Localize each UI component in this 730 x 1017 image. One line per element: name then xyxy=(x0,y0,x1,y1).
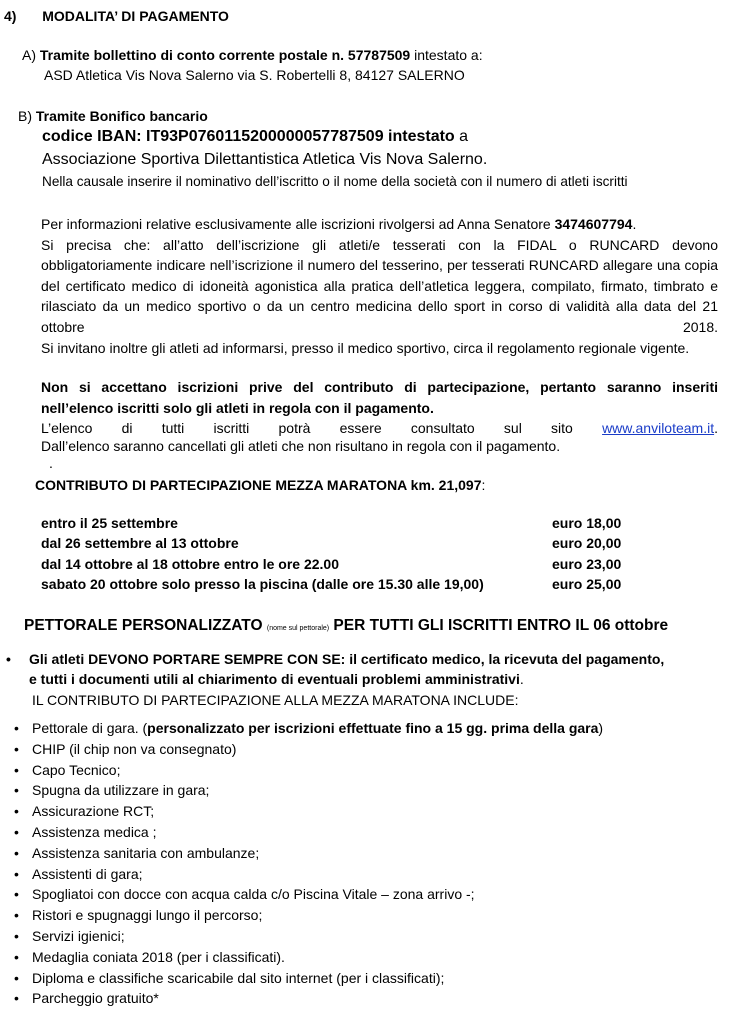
list-info-text: L’elenco di tutti iscritti potrà essere consultato sul sito xyxy=(41,420,603,436)
fees-heading xyxy=(35,477,485,493)
section-title: MODALITA’ DI PAGAMENTO xyxy=(42,8,229,24)
stray-dot: . xyxy=(49,455,53,471)
list-item xyxy=(14,886,603,907)
list-info-line xyxy=(41,418,718,439)
list-item xyxy=(14,762,603,783)
bullet: • xyxy=(14,803,19,820)
bib-rest: PER TUTTI GLI ISCRITTI ENTRO IL 06 ottobre xyxy=(329,617,669,634)
section-heading xyxy=(4,8,229,24)
bullet: • xyxy=(14,740,19,757)
bullet: • xyxy=(14,907,19,924)
list-info xyxy=(41,418,718,439)
list-item xyxy=(14,970,603,991)
iban-rest: a xyxy=(454,128,469,145)
list-item xyxy=(14,866,603,887)
includes-heading: IL CONTRIBUTO DI PARTECIPAZIONE ALLA MEZZA MARATONA INCLUDE: xyxy=(32,692,519,708)
option-a xyxy=(22,47,483,63)
info-contact-end: . xyxy=(632,216,637,232)
bring-line-2-text: e tutti i documenti utili al chiarimento di eventuali problemi amministrativi xyxy=(29,671,520,687)
iban-code: codice IBAN: IT93P0760115200000057787509 intestato xyxy=(42,128,455,145)
list-item xyxy=(14,741,603,762)
list-info-end: . xyxy=(714,420,718,436)
item-text: CHIP (il chip non va consegnato) xyxy=(32,740,237,757)
list-item xyxy=(14,907,603,928)
causale-note: Nella causale inserire il nominativo dell’iscritto o il nome della società con il numero di atleti iscritti xyxy=(42,174,628,189)
bullet: • xyxy=(14,823,19,840)
item-text: Pettorale di gara. ( xyxy=(32,720,148,736)
item-text: Spugna da utilizzare in gara; xyxy=(32,782,210,799)
fee-period: dal 14 ottobre al 18 ottobre entro le ore 22.00 xyxy=(41,556,339,572)
info-regulation: Si invitano inoltre gli atleti ad informarsi, presso il medico sportivo, circa il regolamento regionale vigente. xyxy=(41,339,690,356)
info-runcard: Si precisa che: all’atto dell’iscrizione gli atleti/e tesserati con la FIDAL o RUNCARD devono obbligatoriamente indicare nell’iscrizione il numero del tesserino, per tesserati RUNCARD allegare una copia del certificato medico di idoneità agonistica alla pratica dell’atletica leggera, compilato, firmato, timbrato e rilasciato da un medico sportivo o da un centro medicina dello sport in corso di validità alla data del 21 ottobre 2018. xyxy=(41,236,718,335)
iban-line xyxy=(42,128,468,146)
fees-heading-end: : xyxy=(481,477,486,493)
option-a-letter: A) xyxy=(22,47,36,63)
item-text: Parcheggio gratuito* xyxy=(32,990,159,1007)
fee-amount: euro 25,00 xyxy=(552,576,622,592)
fee-period: entro il 25 settembre xyxy=(41,515,178,531)
bullet: • xyxy=(14,969,19,986)
removal-note: Dall’elenco saranno cancellati gli atleti che non risultano in regola con il pagamento. xyxy=(41,438,561,454)
includes-list xyxy=(14,720,603,1011)
bullet: • xyxy=(14,720,19,736)
list-item xyxy=(14,803,603,824)
fee-period: dal 26 settembre al 13 ottobre xyxy=(41,535,239,551)
item-text: Assicurazione RCT; xyxy=(32,803,155,820)
account-holder: Associazione Sportiva Dilettantistica Atletica Vis Nova Salerno. xyxy=(42,151,488,168)
bullet: • xyxy=(14,927,19,944)
website-link[interactable]: www.anviloteam.it xyxy=(602,420,715,436)
item-text: Assistenti di gara; xyxy=(32,865,143,882)
option-b-heading xyxy=(18,108,208,124)
bib-heading xyxy=(24,617,668,635)
contact-phone: 3474607794 xyxy=(554,216,633,232)
item-text: Ristori e spugnaggi lungo il percorso; xyxy=(32,907,263,924)
list-item xyxy=(14,782,603,803)
list-item xyxy=(14,720,603,741)
option-a-rest: intestato a: xyxy=(410,47,483,63)
bring-line-1: Gli atleti DEVONO PORTARE SEMPRE CON SE: il certificato medico, la ricevuta del pagamento, xyxy=(29,651,665,667)
list-item xyxy=(14,990,603,1011)
info-contact xyxy=(41,214,718,235)
fee-amount: euro 23,00 xyxy=(552,556,622,572)
option-a-address: ASD Atletica Vis Nova Salerno via S. Robertelli 8, 84127 SALERNO xyxy=(44,67,465,83)
item-text: Servizi igienici; xyxy=(32,927,125,944)
item-end: ) xyxy=(598,720,604,736)
list-item xyxy=(14,949,603,970)
section-number: 4) xyxy=(4,8,17,24)
bullet: • xyxy=(14,865,19,882)
list-item xyxy=(14,928,603,949)
fee-period: sabato 20 ottobre solo presso la piscina (dalle ore 15.30 alle 19,00) xyxy=(41,576,484,592)
item-bold-text: personalizzato per iscrizioni effettuate fino a 15 gg. prima della gara xyxy=(147,720,599,736)
item-text: Medaglia coniata 2018 (per i classificati). xyxy=(32,948,285,965)
item-text: Diploma e classifiche scaricabile dal sito internet (per i classificati); xyxy=(32,969,445,986)
bullet: • xyxy=(14,886,19,903)
bullet: • xyxy=(14,948,19,965)
info-block xyxy=(41,214,718,358)
option-a-bold: Tramite bollettino di conto corrente postale n. 57787509 xyxy=(39,47,411,63)
bring-line-2-end: . xyxy=(519,671,524,687)
bib-title: PETTORALE PERSONALIZZATO xyxy=(24,617,267,634)
fees-heading-text: CONTRIBUTO DI PARTECIPAZIONE MEZZA MARATONA km. 21,097 xyxy=(35,477,482,493)
bullet: • xyxy=(14,990,19,1007)
option-b-letter: B) xyxy=(18,108,32,124)
info-contact-text: Per informazioni relative esclusivamente alle iscrizioni rivolgersi ad Anna Senatore xyxy=(41,216,555,232)
item-text: Spogliatoi con docce con acqua calda c/o Piscina Vitale – zona arrivo -; xyxy=(32,886,475,903)
bullet: • xyxy=(14,782,19,799)
fee-amount: euro 20,00 xyxy=(552,535,622,551)
payment-warning: Non si accettano iscrizioni prive del contributo di partecipazione, pertanto saranno inseriti nell’elenco iscritti solo gli atleti in regola con il pagamento. xyxy=(41,379,718,416)
bullet: • xyxy=(14,761,19,778)
list-item xyxy=(14,824,603,845)
item-text: Capo Tecnico; xyxy=(32,761,121,778)
fee-amount: euro 18,00 xyxy=(552,515,622,531)
bullet: • xyxy=(14,844,19,861)
bring-line-2 xyxy=(29,671,524,687)
item-text: Assistenza medica ; xyxy=(32,823,157,840)
list-item xyxy=(14,845,603,866)
bring-bullet: • xyxy=(6,651,11,667)
item-text: Assistenza sanitaria con ambulanze; xyxy=(32,844,260,861)
option-b-title: Tramite Bonifico bancario xyxy=(35,108,208,124)
bib-small-note: (nome sul pettorale) xyxy=(266,625,330,632)
